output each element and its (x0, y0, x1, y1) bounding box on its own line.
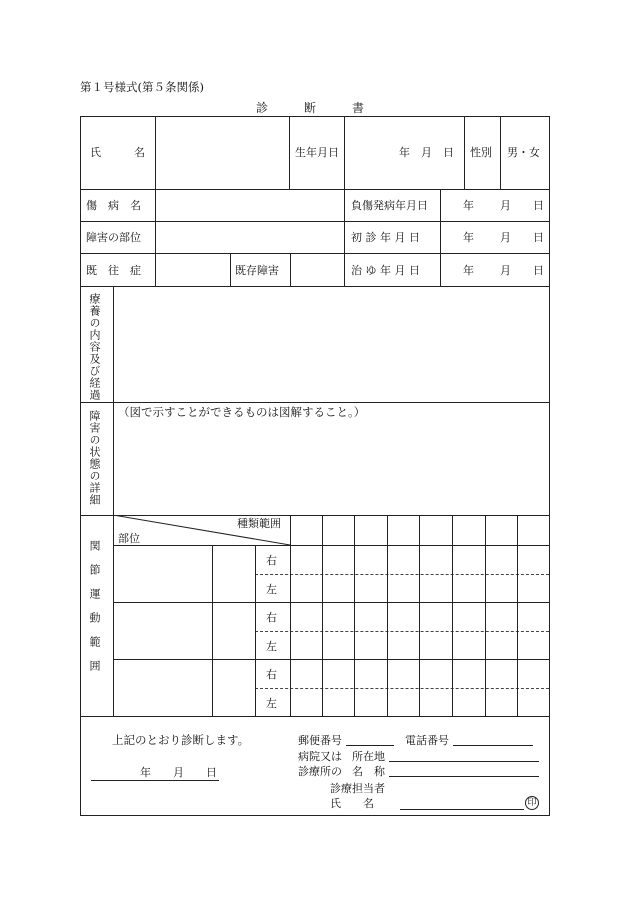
side-right: 右 (266, 611, 277, 624)
birth-label: 生年月日 (295, 146, 339, 159)
postal-label: 郵便番号 (298, 734, 342, 747)
seal-mark: 印 (525, 796, 539, 810)
page-title: 診 断 書 (256, 101, 365, 115)
treatment-field[interactable] (114, 287, 549, 402)
healed-month: 月 (500, 264, 511, 277)
side-left: 左 (266, 583, 277, 596)
healed-date-label: 治 ゆ 年 月 日 (351, 264, 420, 277)
doctor-name-label: 氏 名 (330, 797, 374, 810)
healed-day: 日 (533, 264, 544, 277)
name-label: 氏 名 (90, 146, 145, 159)
phone-label: 電話番号 (405, 734, 449, 747)
side-right: 右 (266, 668, 277, 681)
postal-field[interactable] (346, 745, 394, 746)
address-label: 所在地 (352, 750, 385, 763)
hospital-line1: 病院又は (298, 750, 342, 763)
diagnosis-date: 年 月 日 (140, 766, 217, 779)
part-header: 部位 (118, 532, 140, 545)
side-right: 右 (266, 554, 277, 567)
doctor-name-field[interactable] (400, 809, 524, 810)
type-range-header: 種類範囲 (237, 517, 281, 530)
first-month: 月 (500, 231, 511, 244)
phone-field[interactable] (453, 745, 533, 746)
history-label: 既 往 症 (86, 264, 141, 277)
side-left: 左 (266, 697, 277, 710)
first-day: 日 (533, 231, 544, 244)
injury-label: 傷 病 名 (86, 199, 141, 212)
address-field[interactable] (389, 761, 539, 762)
joint-range-label: 関節運動範囲 (88, 540, 101, 684)
onset-month: 月 (500, 199, 511, 212)
onset-year: 年 (463, 199, 474, 212)
side-left: 左 (266, 640, 277, 653)
healed-year: 年 (463, 264, 474, 277)
condition-field[interactable] (114, 422, 549, 515)
first-year: 年 (463, 231, 474, 244)
name-field[interactable] (156, 117, 289, 189)
doctor-label: 診療担当者 (330, 782, 385, 795)
form-number: 第１号様式(第５条関係) (80, 80, 204, 94)
sex-label: 性別 (470, 146, 492, 159)
facility-name-label: 名 称 (352, 765, 385, 778)
onset-date-label: 負傷発病年月日 (351, 199, 428, 212)
hospital-line2: 診療所の (298, 765, 342, 778)
onset-day: 日 (533, 199, 544, 212)
sex-value: 男・女 (507, 146, 540, 159)
first-visit-label: 初 診 年 月 日 (351, 231, 420, 244)
disorder-site-label: 障害の部位 (86, 231, 141, 244)
birth-value: 年 月 日 (399, 146, 454, 159)
diagnosis-statement: 上記のとおり診断します。 (112, 733, 250, 747)
condition-label: 障害の状態の詳細 (88, 410, 101, 506)
date-underline[interactable] (91, 780, 219, 781)
facility-name-field[interactable] (389, 776, 539, 777)
condition-note: （図で示すことができるものは図解すること。） (118, 405, 366, 419)
treatment-label: 療養の内容及び経過 (88, 293, 101, 401)
existing-disorder-label: 既存障害 (235, 264, 279, 277)
